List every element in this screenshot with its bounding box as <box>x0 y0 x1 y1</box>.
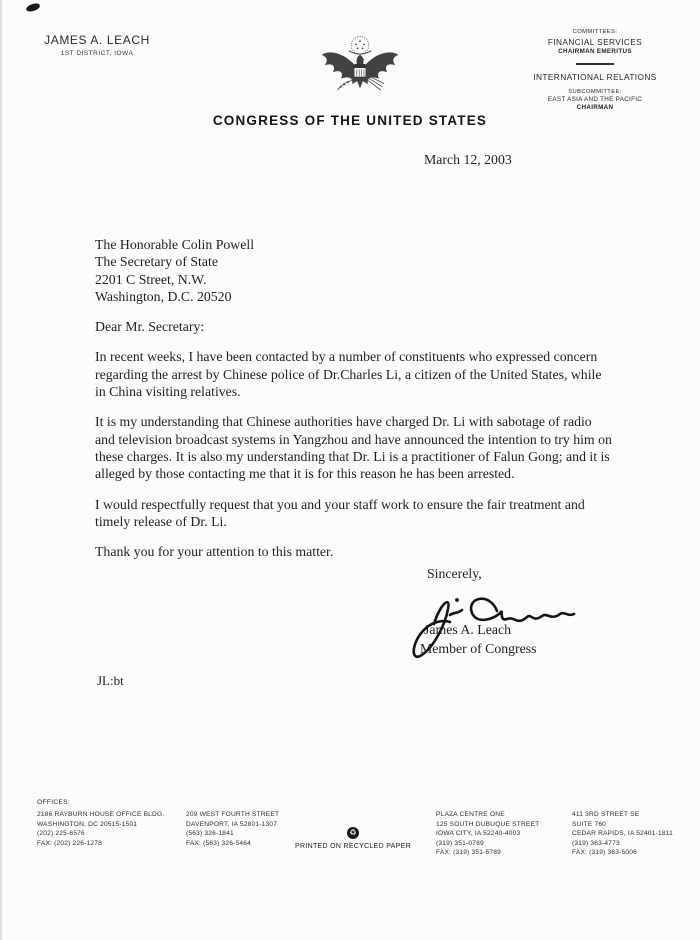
committee-financial-role: CHAIRMAN EMERITUS <box>558 48 632 55</box>
office-iowa-city <box>436 810 566 858</box>
office-line: 209 WEST FOURTH STREET <box>186 811 280 818</box>
letter-body <box>95 236 613 560</box>
recipient-title: The Secretary of State <box>95 254 218 270</box>
office-line: 411 3RD STREET SE <box>572 811 640 818</box>
office-line: SUITE 760 <box>572 820 607 828</box>
committees-divider <box>576 63 614 65</box>
member-district: 1ST DISTRICT, IOWA <box>60 50 134 57</box>
office-line: (319) 363-4773 <box>572 839 620 847</box>
recipient-street: 2201 C Street, N.W. <box>95 271 207 287</box>
closing: Sincerely, <box>427 566 482 581</box>
office-washington <box>37 810 187 848</box>
recycled-paper-note <box>282 822 424 850</box>
committee-financial-services: FINANCIAL SERVICES <box>547 37 643 47</box>
office-line: 125 SOUTH DUBUQUE STREET <box>436 820 540 828</box>
office-line: (563) 326-1841 <box>186 830 234 838</box>
office-line: 2186 RAYBURN HOUSE OFFICE BLDG. <box>37 811 165 818</box>
office-cedar-rapids <box>572 810 697 858</box>
recycle-icon: ♻ <box>347 827 359 839</box>
committees-block <box>505 29 685 111</box>
office-line: IOWA CITY, IA 52240-4003 <box>436 830 521 838</box>
salutation: Dear Mr. Secretary: <box>95 319 205 335</box>
member-name: JAMES A. LEACH <box>44 33 150 47</box>
office-line: (319) 351-0789 <box>436 839 484 847</box>
office-line: FAX: (563) 326-5464 <box>186 839 252 847</box>
committee-international-relations: INTERNATIONAL RELATIONS <box>533 72 657 82</box>
subcommittee-name: EAST ASIA AND THE PACIFIC <box>547 96 643 103</box>
great-seal-icon <box>308 33 412 107</box>
committees-label: COMMITTEES: <box>572 29 618 35</box>
office-line: WASHINGTON, DC 20515-1501 <box>37 820 138 828</box>
body-paragraph-4: Thank you for your attention to this matter. <box>95 544 334 560</box>
signature-title: Member of Congress <box>420 641 537 656</box>
reference-initials: JL:bt <box>97 673 124 688</box>
office-line: FAX: (319) 351-5789 <box>436 849 502 857</box>
office-line: CEDAR RAPIDS, IA 52401-1811 <box>572 830 673 838</box>
office-line: (202) 225-6576 <box>37 830 85 838</box>
office-line: PLAZA CENTRE ONE <box>436 811 505 818</box>
signature-name: James A. Leach <box>424 622 511 637</box>
body-paragraph-3: I would respectfully request that you and your staff work to ensure the fair treatment and timely release of Dr. Li. <box>95 496 585 529</box>
letter-date: March 12, 2003 <box>424 152 512 167</box>
offices-label: OFFICES: <box>37 799 71 806</box>
member-block <box>27 33 167 57</box>
scan-artifact-mark <box>25 2 40 12</box>
body-paragraph-1: In recent weeks, I have been contacted by a number of constituents who expressed concern regarding the arrest by Chinese police of Dr.Charles Li, a citizen of the United States, while in China visiting relatives. <box>95 349 602 400</box>
recycled-text: PRINTED ON RECYCLED PAPER <box>295 843 411 850</box>
recipient-city: Washington, D.C. 20520 <box>95 288 232 304</box>
congress-title: CONGRESS OF THE UNITED STATES <box>212 113 488 128</box>
office-line: DAVENPORT, IA 52801-1307 <box>186 820 278 828</box>
recipient-name: The Honorable Colin Powell <box>95 237 255 252</box>
office-line: FAX: (319) 363-5006 <box>572 849 638 857</box>
subcommittee-label: SUBCOMMITTEE: <box>568 89 622 95</box>
body-paragraph-2: It is my understanding that Chinese authorities have charged Dr. Li with sabotage of radio and television broadcast systems in Yangzhou and have announced the intention to try him on these charges. It is also my understanding that Dr. Li is a practitioner of Falun Gong; and it is alleged by those contacting me that it is for this reason he has been arrested. <box>95 414 612 482</box>
office-line: FAX: (202) 226-1278 <box>37 839 103 847</box>
subcommittee-role: CHAIRMAN <box>576 104 614 111</box>
